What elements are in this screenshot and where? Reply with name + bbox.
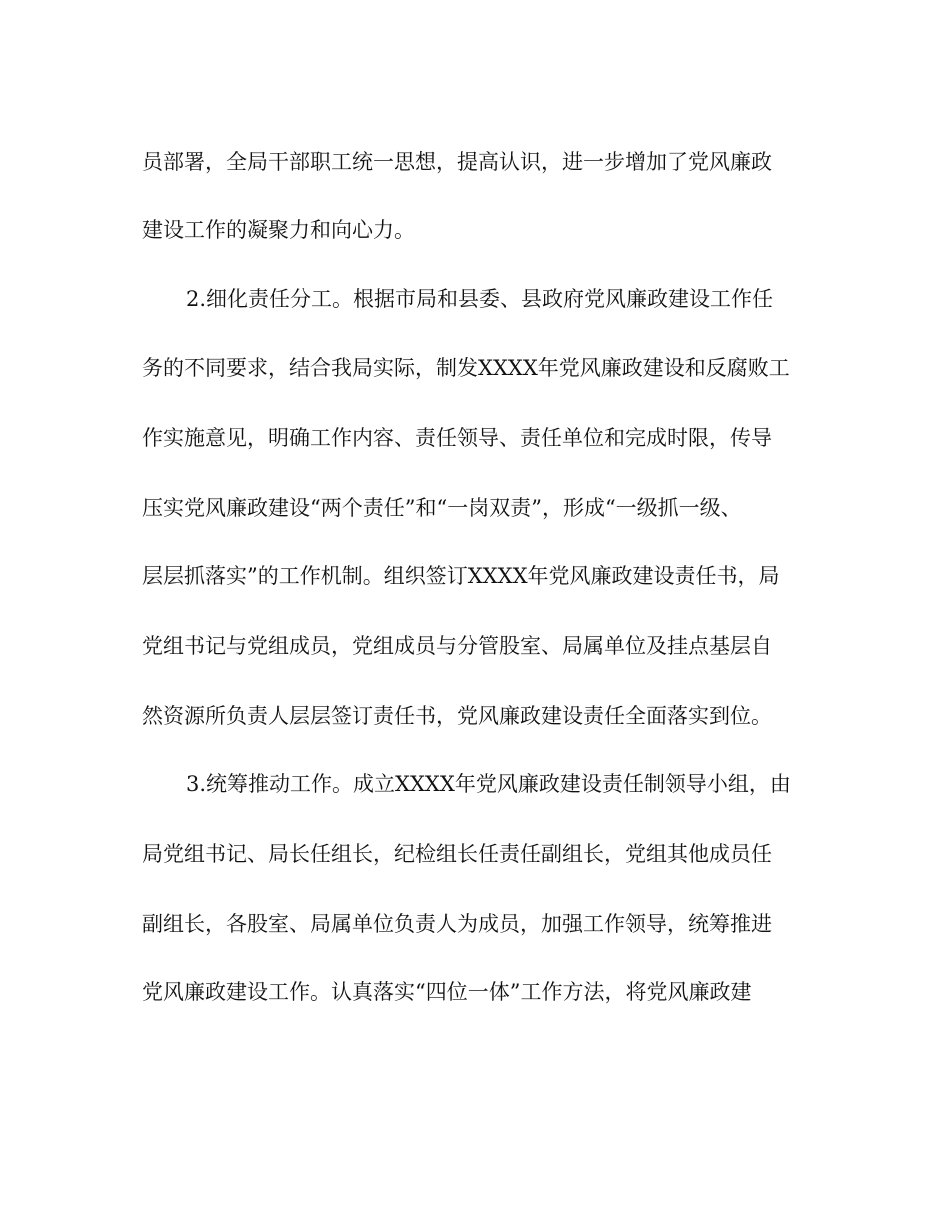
text-line: 建设工作的凝聚力和向心力。 <box>142 218 415 242</box>
text-line: 员部署，全局干部职工统一思想，提高认识，进一步增加了党风廉政 <box>142 150 772 174</box>
paragraph-heading-line: 3.统筹推动工作。成立XXXX年党风廉政建设责任制领导小组，由 <box>186 772 791 796</box>
text-line: 务的不同要求，结合我局实际，制发XXXX年党风廉政建设和反腐败工 <box>142 356 790 380</box>
text-line: 党风廉政建设工作。认真落实“四位一体”工作方法，将党风廉政建 <box>142 980 752 1004</box>
text-line: 副组长，各股室、局属单位负责人为成员，加强工作领导，统筹推进 <box>142 912 772 936</box>
text-line: 层层抓落实”的工作机制。组织签订XXXX年党风廉政建设责任书，局 <box>142 564 780 588</box>
text-line: 党组书记与党组成员，党组成员与分管股室、局属单位及挂点基层自 <box>142 634 772 658</box>
text-line: 局党组书记、局长任组长，纪检组长任责任副组长，党组其他成员任 <box>142 842 772 866</box>
text-line: 作实施意见，明确工作内容、责任领导、责任单位和完成时限，传导 <box>142 426 772 450</box>
paragraph-heading-line: 2.细化责任分工。根据市局和县委、县政府党风廉政建设工作任 <box>186 287 774 311</box>
text-line: 然资源所负责人层层签订责任书，党风廉政建设责任全面落实到位。 <box>142 704 772 728</box>
text-line: 压实党风廉政建设“两个责任”和“一岗双责”，形成“一级抓一级、 <box>142 496 742 520</box>
